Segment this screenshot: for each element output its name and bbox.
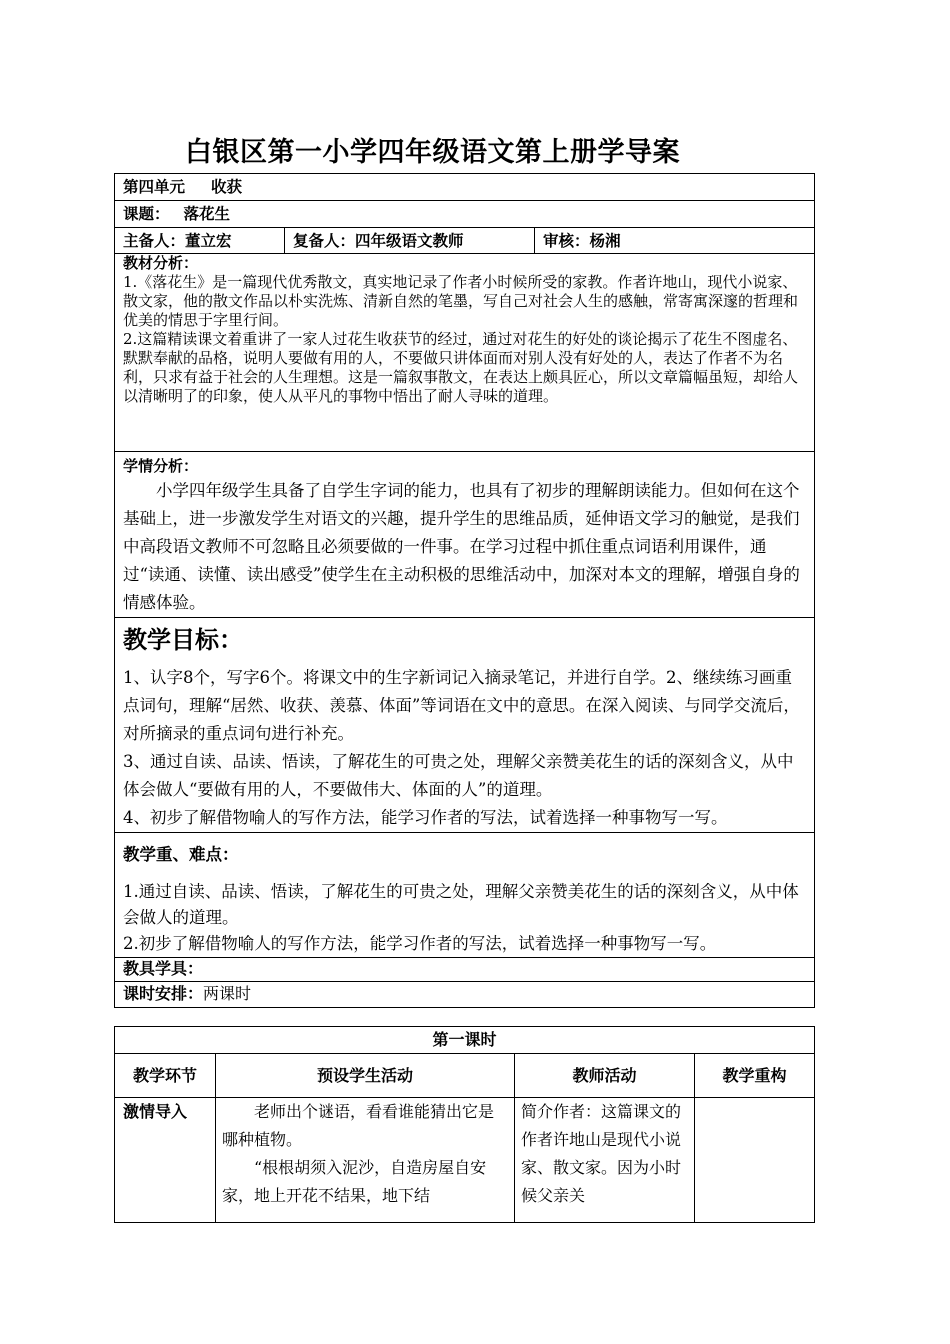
teacher-activity-cell: 简介作者：这篇课文的作者许地山是现代小说家、散文家。因为小时候父亲关: [515, 1098, 695, 1223]
key-point-1: 1.通过自读、品读、悟读，了解花生的可贵之处，理解父亲赞美花生的话的深刻含义，从中体会做人的道理。: [123, 882, 799, 927]
unit-label: 第四单元: [123, 177, 186, 196]
lesson-value: 落花生: [183, 204, 231, 223]
table-row: [115, 1098, 815, 1223]
lesson-row: [115, 201, 815, 228]
header-teaching-rebuild: 教学重构: [695, 1054, 815, 1098]
teaching-goal-3: 3、通过自读、品读、悟读，了解花生的可贵之处，理解父亲赞美花生的话的深刻含义，从中体会做人“要做有用的人，不要做伟大、体面的人”的道理。: [123, 752, 794, 799]
unit-value: 收获: [211, 177, 243, 196]
first-lesson-caption: 第一课时: [115, 1027, 815, 1054]
header-student-activity: 预设学生活动: [216, 1054, 515, 1098]
material-analysis-row: [115, 254, 815, 452]
teaching-goals-heading: 教学目标：: [123, 625, 243, 654]
schedule-cell: [115, 982, 815, 1008]
co-preparer: 复备人：四年级语文教师: [285, 228, 535, 254]
key-points-row: [115, 833, 815, 958]
material-analysis-cell: [115, 254, 815, 452]
student-activity-paragraph-1: 老师出个谜语，看看谁能猜出它是哪种植物。: [222, 1102, 495, 1149]
tools-heading: 教具学具：: [115, 958, 815, 982]
student-analysis-cell: [115, 452, 815, 618]
material-analysis-heading: 教材分析：: [123, 254, 199, 272]
student-activity-cell: [216, 1098, 515, 1223]
lesson-label: 课题：: [123, 204, 170, 223]
unit-cell: [115, 174, 815, 201]
header-teacher-activity: 教师活动: [515, 1054, 695, 1098]
student-analysis-paragraph: 小学四年级学生具备了自学生字词的能力，也具有了初步的理解朗读能力。但如何在这个基础上，进一步激发学生对语文的兴趣，提升学生的思维品质，延伸语文学习的触觉，是我们中高段语文教师不可忽略且必须要做的一件事。在学习过程中抓住重点词语利用课件，通过“读通、读懂、读出感受”使学生在主动积极的思维活动中，加深对本文的理解，增强自身的情感体验。: [123, 481, 800, 612]
lesson-plan-table: [114, 173, 815, 1008]
preparer-row: [115, 228, 815, 254]
rebuild-cell: [695, 1098, 815, 1223]
teaching-goal-4: 4、初步了解借物喻人的写作方法，能学习作者的写法，试着选择一种事物写一写。: [123, 808, 728, 827]
document-title-text: 白银区第一小学四年级语文第上册学导案: [185, 137, 680, 168]
teaching-goals-row: [115, 618, 815, 833]
tools-row: [115, 958, 815, 982]
first-lesson-table: [114, 1026, 815, 1223]
schedule-row: [115, 982, 815, 1008]
material-analysis-paragraph-1: 1.《落花生》是一篇现代优秀散文，真实地记录了作者小时候所受的家教。作者许地山，现代小说家、散文家，他的散文作品以朴实洗炼、清新自然的笔墨，写自己对社会人生的感触，常寄寓深邃的哲理和优美的情思于字里行间。: [123, 273, 799, 329]
material-analysis-paragraph-2: 2.这篇精读课文着重讲了一家人过花生收获节的经过，通过对花生的好处的谈论揭示了花生不图虚名、默默奉献的品格，说明人要做有用的人，不要做只讲体面而对别人没有好处的人，表达了作者不为名利，只求有益于社会的人生理想。这是一篇叙事散文，在表达上颇具匠心，所以文章篇幅虽短，却给人以清晰明了的印象，使人从平凡的事物中悟出了耐人寻味的道理。: [123, 330, 799, 405]
key-points-cell: [115, 833, 815, 958]
first-lesson-caption-row: [115, 1027, 815, 1054]
first-lesson-header-row: [115, 1054, 815, 1098]
schedule-label: 课时安排：: [123, 984, 204, 1003]
key-point-2: 2.初步了解借物喻人的写作方法，能学习作者的写法，试着选择一种事物写一写。: [123, 934, 717, 953]
main-preparer: 主备人：董立宏: [115, 228, 285, 254]
student-activity-paragraph-2: “根根胡须入泥沙，自造房屋自安家，地上开花不结果，地下结: [222, 1158, 487, 1205]
unit-row: [115, 174, 815, 201]
teaching-goals-cell: [115, 618, 815, 833]
header-teaching-stage: 教学环节: [115, 1054, 216, 1098]
student-analysis-heading: 学情分析：: [123, 457, 199, 475]
reviewer: 审核：杨湘: [535, 228, 815, 254]
lesson-cell: [115, 201, 815, 228]
student-analysis-row: [115, 452, 815, 618]
schedule-value: 两课时: [203, 984, 252, 1003]
stage-cell: 激情导入: [115, 1098, 216, 1223]
teaching-goal-1-2: 1、认字8个，写字6个。将课文中的生字新词记入摘录笔记，并进行自学。2、继续练习画重点词句，理解“居然、收获、羡慕、体面”等词语在文中的意思。在深入阅读、与同学交流后，对所摘录的重点词句进行补充。: [123, 668, 800, 743]
key-points-heading: 教学重、难点：: [123, 845, 239, 864]
